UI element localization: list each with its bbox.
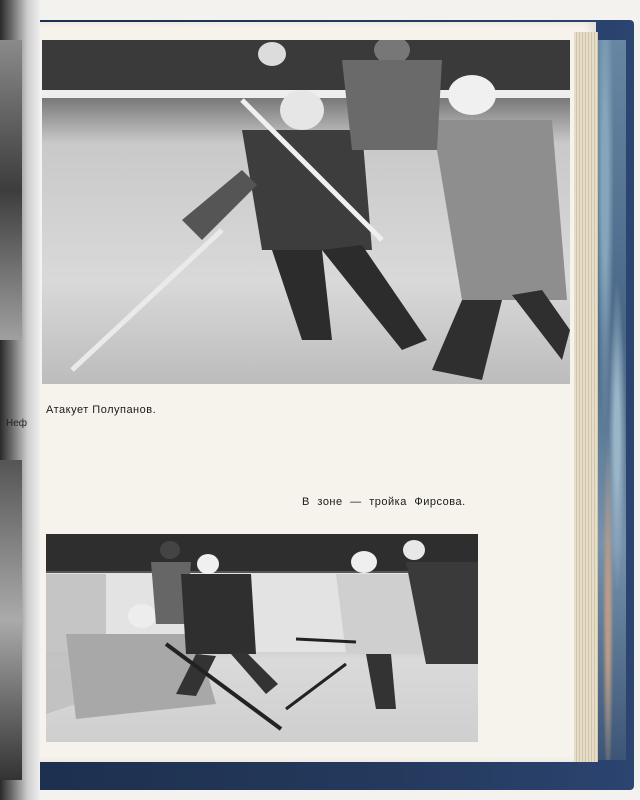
facing-page — [0, 0, 40, 800]
facing-page-text-fragment: Неф — [6, 418, 28, 429]
hockey-players-illustration — [42, 40, 570, 384]
photo-caption-attack: Атакует Полупанов. — [46, 404, 157, 416]
page-edges — [574, 32, 598, 762]
facing-page-photo — [0, 40, 22, 340]
facing-page-photo — [0, 460, 22, 780]
hockey-photo-zone — [46, 534, 478, 742]
marbled-endpaper — [596, 40, 626, 760]
photo-caption-zone: В зоне — тройка Фирсова. — [302, 496, 466, 508]
hockey-goal-scene-illustration — [46, 534, 478, 742]
hockey-photo-attack — [42, 40, 570, 384]
